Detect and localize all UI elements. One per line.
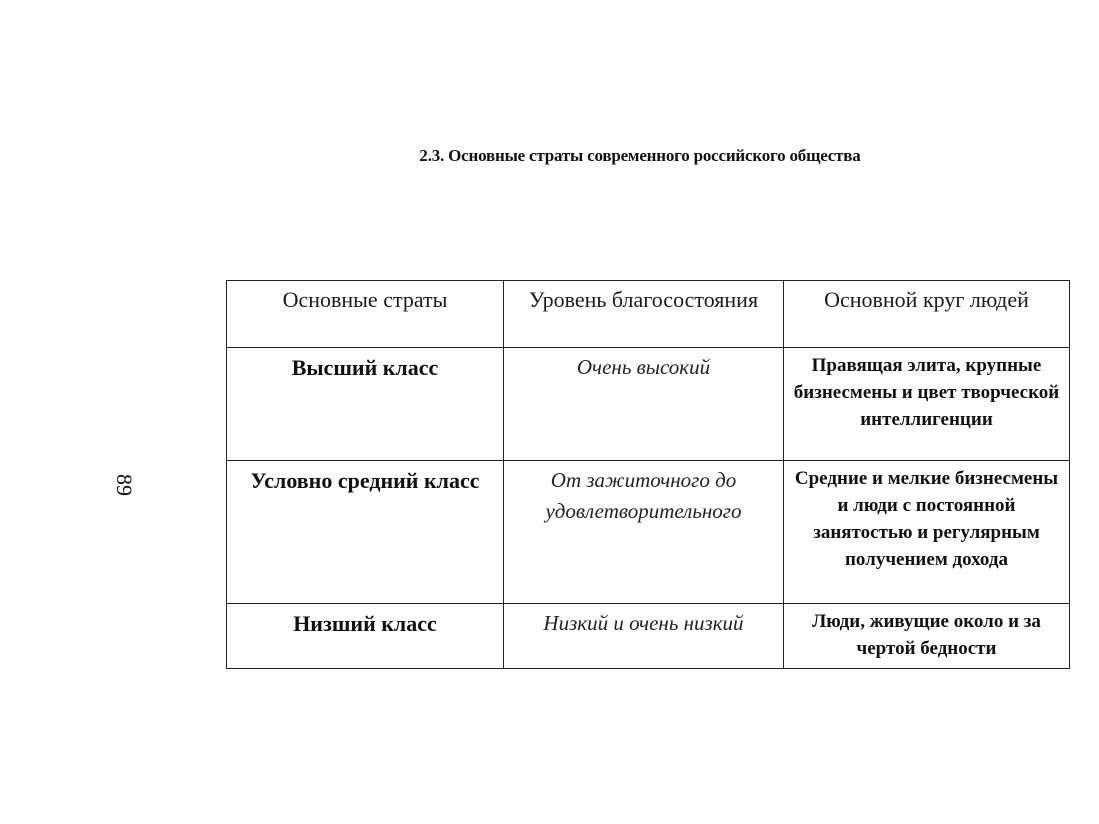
people-circle-cell: Правящая элита, крупные бизнесмены и цвет творческой интеллигенции bbox=[784, 348, 1070, 461]
table-header-row bbox=[227, 281, 1070, 348]
strata-table bbox=[226, 280, 1070, 669]
page-number: 89 bbox=[112, 474, 137, 496]
people-circle-cell: Средние и мелкие бизнесмены и люди с постоянной занятостью и регулярным получением дохода bbox=[784, 461, 1070, 604]
wealth-level-cell: Низкий и очень низкий bbox=[504, 604, 784, 669]
wealth-level-cell: От зажиточного до удовлетворительного bbox=[504, 461, 784, 604]
table-row bbox=[227, 604, 1070, 669]
column-header-level: Уровень благосостояния bbox=[504, 281, 784, 348]
strata-cell: Высший класс bbox=[227, 348, 504, 461]
table-row bbox=[227, 461, 1070, 604]
wealth-level-cell: Очень высокий bbox=[504, 348, 784, 461]
page-title: 2.3. Основные страты современного российского общества bbox=[419, 146, 861, 165]
column-header-circle: Основной круг людей bbox=[784, 281, 1070, 348]
column-header-strata: Основные страты bbox=[227, 281, 504, 348]
table-row bbox=[227, 348, 1070, 461]
people-circle-cell: Люди, живущие около и за чертой бедности bbox=[784, 604, 1070, 669]
strata-cell: Низший класс bbox=[227, 604, 504, 669]
strata-cell: Условно средний класс bbox=[227, 461, 504, 604]
